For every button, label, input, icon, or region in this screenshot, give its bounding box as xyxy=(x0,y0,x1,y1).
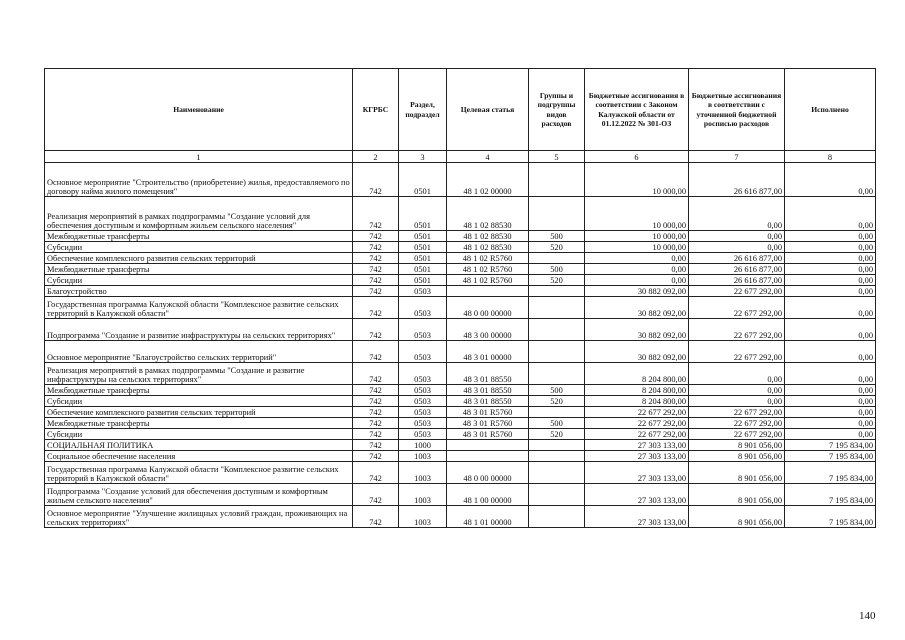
row-target: 48 3 01 R5760 xyxy=(447,407,529,418)
column-header-name: Наименование xyxy=(45,69,353,151)
row-law-allocation: 30 882 092,00 xyxy=(585,319,689,341)
row-target: 48 3 01 88550 xyxy=(447,363,529,385)
row-executed: 0,00 xyxy=(785,396,876,407)
column-header-group: Группы и подгруппы видов расходов xyxy=(529,69,585,151)
row-name: Межбюджетные трансферты xyxy=(45,418,353,429)
row-group: 500 xyxy=(529,231,585,242)
row-executed: 0,00 xyxy=(785,407,876,418)
row-name: Социальное обеспечение населения xyxy=(45,451,353,462)
row-kgrbs: 742 xyxy=(353,163,399,197)
row-target: 48 1 02 R5760 xyxy=(447,264,529,275)
row-target: 48 1 01 00000 xyxy=(447,506,529,528)
row-law-allocation: 10 000,00 xyxy=(585,231,689,242)
row-section: 1003 xyxy=(399,506,447,528)
table-row xyxy=(45,396,876,407)
table-row xyxy=(45,242,876,253)
table-row xyxy=(45,484,876,506)
row-executed: 7 195 834,00 xyxy=(785,440,876,451)
row-target: 48 3 01 R5760 xyxy=(447,418,529,429)
row-group xyxy=(529,197,585,231)
row-group: 500 xyxy=(529,418,585,429)
row-group xyxy=(529,484,585,506)
row-target xyxy=(447,440,529,451)
table-row xyxy=(45,407,876,418)
table-row xyxy=(45,429,876,440)
row-section: 1003 xyxy=(399,484,447,506)
table-row xyxy=(45,231,876,242)
row-executed: 0,00 xyxy=(785,319,876,341)
table-row xyxy=(45,440,876,451)
row-refined-allocation: 8 901 056,00 xyxy=(689,440,785,451)
row-refined-allocation: 26 616 877,00 xyxy=(689,163,785,197)
row-executed: 0,00 xyxy=(785,297,876,319)
row-kgrbs: 742 xyxy=(353,242,399,253)
row-law-allocation: 8 204 800,00 xyxy=(585,385,689,396)
row-refined-allocation: 0,00 xyxy=(689,242,785,253)
row-kgrbs: 742 xyxy=(353,407,399,418)
row-name: Обеспечение комплексного развития сельских территорий xyxy=(45,407,353,418)
table-row xyxy=(45,385,876,396)
row-refined-allocation: 8 901 056,00 xyxy=(689,462,785,484)
row-target: 48 1 02 88530 xyxy=(447,197,529,231)
row-executed: 7 195 834,00 xyxy=(785,462,876,484)
row-group xyxy=(529,253,585,264)
column-number-row xyxy=(45,151,876,163)
row-name: Обеспечение комплексного развития сельских территорий xyxy=(45,253,353,264)
column-number: 6 xyxy=(585,151,689,163)
row-group xyxy=(529,407,585,418)
row-section: 0501 xyxy=(399,275,447,286)
row-name: Реализация мероприятий в рамках подпрограммы "Создание условий для обеспечения доступным и комфортным жильем сельского населения" xyxy=(45,197,353,231)
row-kgrbs: 742 xyxy=(353,275,399,286)
row-law-allocation: 10 000,00 xyxy=(585,163,689,197)
row-refined-allocation: 22 677 292,00 xyxy=(689,286,785,297)
column-number: 1 xyxy=(45,151,353,163)
table-row xyxy=(45,163,876,197)
row-executed: 0,00 xyxy=(785,385,876,396)
row-group xyxy=(529,462,585,484)
row-group xyxy=(529,440,585,451)
row-target: 48 1 02 R5760 xyxy=(447,253,529,264)
row-name: Благоустройство xyxy=(45,286,353,297)
row-group xyxy=(529,286,585,297)
row-section: 0501 xyxy=(399,163,447,197)
row-group: 520 xyxy=(529,242,585,253)
row-section: 0503 xyxy=(399,385,447,396)
row-section: 0501 xyxy=(399,264,447,275)
table-row xyxy=(45,506,876,528)
column-header-kgrbs: КГРБС xyxy=(353,69,399,151)
row-name: Основное мероприятие "Благоустройство сельских территорий" xyxy=(45,341,353,363)
row-group xyxy=(529,163,585,197)
row-refined-allocation: 22 677 292,00 xyxy=(689,319,785,341)
row-name: Подпрограмма "Создание условий для обеспечения доступным и комфортным жильем сельского населения" xyxy=(45,484,353,506)
row-name: Субсидии xyxy=(45,396,353,407)
row-section: 1000 xyxy=(399,440,447,451)
row-kgrbs: 742 xyxy=(353,462,399,484)
column-number: 3 xyxy=(399,151,447,163)
row-target: 48 3 01 00000 xyxy=(447,341,529,363)
column-number: 5 xyxy=(529,151,585,163)
row-section: 0501 xyxy=(399,197,447,231)
row-section: 0503 xyxy=(399,363,447,385)
table-row xyxy=(45,319,876,341)
row-name: СОЦИАЛЬНАЯ ПОЛИТИКА xyxy=(45,440,353,451)
row-refined-allocation: 0,00 xyxy=(689,231,785,242)
row-executed: 0,00 xyxy=(785,286,876,297)
row-kgrbs: 742 xyxy=(353,319,399,341)
row-group xyxy=(529,451,585,462)
row-group: 520 xyxy=(529,396,585,407)
row-group xyxy=(529,297,585,319)
row-law-allocation: 27 303 133,00 xyxy=(585,506,689,528)
row-refined-allocation: 22 677 292,00 xyxy=(689,407,785,418)
row-name: Межбюджетные трансферты xyxy=(45,231,353,242)
row-target: 48 0 00 00000 xyxy=(447,297,529,319)
row-group xyxy=(529,319,585,341)
budget-table xyxy=(44,68,876,528)
table-row xyxy=(45,418,876,429)
row-law-allocation: 27 303 133,00 xyxy=(585,451,689,462)
row-law-allocation: 30 882 092,00 xyxy=(585,341,689,363)
row-group: 520 xyxy=(529,429,585,440)
row-refined-allocation: 0,00 xyxy=(689,396,785,407)
row-name: Субсидии xyxy=(45,242,353,253)
row-target xyxy=(447,451,529,462)
row-group xyxy=(529,363,585,385)
row-target: 48 3 01 R5760 xyxy=(447,429,529,440)
row-name: Основное мероприятие "Улучшение жилищных условий граждан, проживающих на сельских территориях" xyxy=(45,506,353,528)
row-executed: 0,00 xyxy=(785,253,876,264)
row-name: Межбюджетные трансферты xyxy=(45,385,353,396)
row-kgrbs: 742 xyxy=(353,197,399,231)
row-kgrbs: 742 xyxy=(353,231,399,242)
row-kgrbs: 742 xyxy=(353,506,399,528)
column-number: 7 xyxy=(689,151,785,163)
row-group: 500 xyxy=(529,264,585,275)
row-law-allocation: 0,00 xyxy=(585,253,689,264)
row-law-allocation: 27 303 133,00 xyxy=(585,484,689,506)
row-kgrbs: 742 xyxy=(353,286,399,297)
row-kgrbs: 742 xyxy=(353,341,399,363)
row-refined-allocation: 22 677 292,00 xyxy=(689,341,785,363)
table-row xyxy=(45,363,876,385)
row-group xyxy=(529,506,585,528)
row-target: 48 1 02 88530 xyxy=(447,231,529,242)
row-name: Субсидии xyxy=(45,275,353,286)
row-law-allocation: 30 882 092,00 xyxy=(585,297,689,319)
row-executed: 7 195 834,00 xyxy=(785,506,876,528)
table-row xyxy=(45,286,876,297)
row-target: 48 1 02 R5760 xyxy=(447,275,529,286)
row-law-allocation: 22 677 292,00 xyxy=(585,429,689,440)
column-number: 8 xyxy=(785,151,876,163)
row-refined-allocation: 8 901 056,00 xyxy=(689,506,785,528)
row-kgrbs: 742 xyxy=(353,396,399,407)
row-law-allocation: 8 204 800,00 xyxy=(585,396,689,407)
table-row xyxy=(45,197,876,231)
table-row xyxy=(45,341,876,363)
table-body xyxy=(45,163,876,528)
row-kgrbs: 742 xyxy=(353,484,399,506)
row-target: 48 0 00 00000 xyxy=(447,462,529,484)
row-executed: 7 195 834,00 xyxy=(785,484,876,506)
row-section: 0503 xyxy=(399,407,447,418)
table-row xyxy=(45,451,876,462)
row-executed: 0,00 xyxy=(785,418,876,429)
row-law-allocation: 0,00 xyxy=(585,264,689,275)
row-kgrbs: 742 xyxy=(353,297,399,319)
row-section: 0503 xyxy=(399,341,447,363)
row-target xyxy=(447,286,529,297)
row-kgrbs: 742 xyxy=(353,429,399,440)
row-refined-allocation: 22 677 292,00 xyxy=(689,418,785,429)
row-name: Подпрограмма "Создание и развитие инфраструктуры на сельских территориях" xyxy=(45,319,353,341)
row-name: Государственная программа Калужской области "Комплексное развитие сельских территорий в Калужской области" xyxy=(45,462,353,484)
row-section: 0503 xyxy=(399,297,447,319)
row-group: 520 xyxy=(529,275,585,286)
row-law-allocation: 27 303 133,00 xyxy=(585,440,689,451)
column-number: 4 xyxy=(447,151,529,163)
table-row xyxy=(45,275,876,286)
row-kgrbs: 742 xyxy=(353,440,399,451)
row-executed: 0,00 xyxy=(785,197,876,231)
row-section: 0503 xyxy=(399,286,447,297)
header-row xyxy=(45,69,876,151)
row-group: 500 xyxy=(529,385,585,396)
row-executed: 0,00 xyxy=(785,429,876,440)
row-refined-allocation: 0,00 xyxy=(689,363,785,385)
row-section: 0503 xyxy=(399,429,447,440)
table-row xyxy=(45,253,876,264)
row-name: Субсидии xyxy=(45,429,353,440)
row-section: 0503 xyxy=(399,319,447,341)
row-refined-allocation: 22 677 292,00 xyxy=(689,429,785,440)
row-refined-allocation: 22 677 292,00 xyxy=(689,297,785,319)
row-executed: 0,00 xyxy=(785,275,876,286)
row-refined-allocation: 26 616 877,00 xyxy=(689,275,785,286)
row-kgrbs: 742 xyxy=(353,451,399,462)
row-refined-allocation: 0,00 xyxy=(689,385,785,396)
row-executed: 0,00 xyxy=(785,341,876,363)
row-name: Межбюджетные трансферты xyxy=(45,264,353,275)
row-target: 48 1 00 00000 xyxy=(447,484,529,506)
row-name: Реализация мероприятий в рамках подпрограммы "Создание и развитие инфраструктуры на сельских территориях" xyxy=(45,363,353,385)
row-section: 0501 xyxy=(399,253,447,264)
row-executed: 7 195 834,00 xyxy=(785,451,876,462)
row-section: 0503 xyxy=(399,396,447,407)
row-group xyxy=(529,341,585,363)
row-executed: 0,00 xyxy=(785,231,876,242)
row-law-allocation: 30 882 092,00 xyxy=(585,286,689,297)
row-law-allocation: 22 677 292,00 xyxy=(585,418,689,429)
row-kgrbs: 742 xyxy=(353,264,399,275)
column-header-law-allocation: Бюджетные ассигнования в соответствии с Законом Калужской области от 01.12.2022 № 301-ОЗ xyxy=(585,69,689,151)
row-executed: 0,00 xyxy=(785,363,876,385)
row-section: 1003 xyxy=(399,451,447,462)
table-row xyxy=(45,462,876,484)
column-header-executed: Исполнено xyxy=(785,69,876,151)
page-number: 140 xyxy=(859,610,876,622)
column-header-refined-allocation: Бюджетные ассигнования в соответствии с уточненной бюджетной росписью расходов xyxy=(689,69,785,151)
column-header-target: Целевая статья xyxy=(447,69,529,151)
row-law-allocation: 22 677 292,00 xyxy=(585,407,689,418)
row-target: 48 3 01 88550 xyxy=(447,385,529,396)
row-section: 0501 xyxy=(399,242,447,253)
row-target: 48 3 00 00000 xyxy=(447,319,529,341)
row-law-allocation: 0,00 xyxy=(585,275,689,286)
row-refined-allocation: 8 901 056,00 xyxy=(689,484,785,506)
row-refined-allocation: 8 901 056,00 xyxy=(689,451,785,462)
row-target: 48 1 02 00000 xyxy=(447,163,529,197)
row-target: 48 1 02 88530 xyxy=(447,242,529,253)
row-refined-allocation: 26 616 877,00 xyxy=(689,264,785,275)
row-name: Основное мероприятие "Строительство (приобретение) жилья, предоставляемого по договору найма жилого помещения" xyxy=(45,163,353,197)
row-section: 0501 xyxy=(399,231,447,242)
row-kgrbs: 742 xyxy=(353,363,399,385)
row-section: 1003 xyxy=(399,462,447,484)
row-refined-allocation: 26 616 877,00 xyxy=(689,253,785,264)
column-number: 2 xyxy=(353,151,399,163)
column-header-section: Раздел, подраздел xyxy=(399,69,447,151)
row-section: 0503 xyxy=(399,418,447,429)
row-law-allocation: 8 204 800,00 xyxy=(585,363,689,385)
row-executed: 0,00 xyxy=(785,264,876,275)
row-law-allocation: 27 303 133,00 xyxy=(585,462,689,484)
row-executed: 0,00 xyxy=(785,242,876,253)
row-kgrbs: 742 xyxy=(353,253,399,264)
row-kgrbs: 742 xyxy=(353,418,399,429)
row-name: Государственная программа Калужской области "Комплексное развитие сельских территорий в Калужской области" xyxy=(45,297,353,319)
row-target: 48 3 01 88550 xyxy=(447,396,529,407)
row-kgrbs: 742 xyxy=(353,385,399,396)
table-row xyxy=(45,297,876,319)
table-row xyxy=(45,264,876,275)
row-refined-allocation: 0,00 xyxy=(689,197,785,231)
row-executed: 0,00 xyxy=(785,163,876,197)
row-law-allocation: 10 000,00 xyxy=(585,197,689,231)
row-law-allocation: 10 000,00 xyxy=(585,242,689,253)
